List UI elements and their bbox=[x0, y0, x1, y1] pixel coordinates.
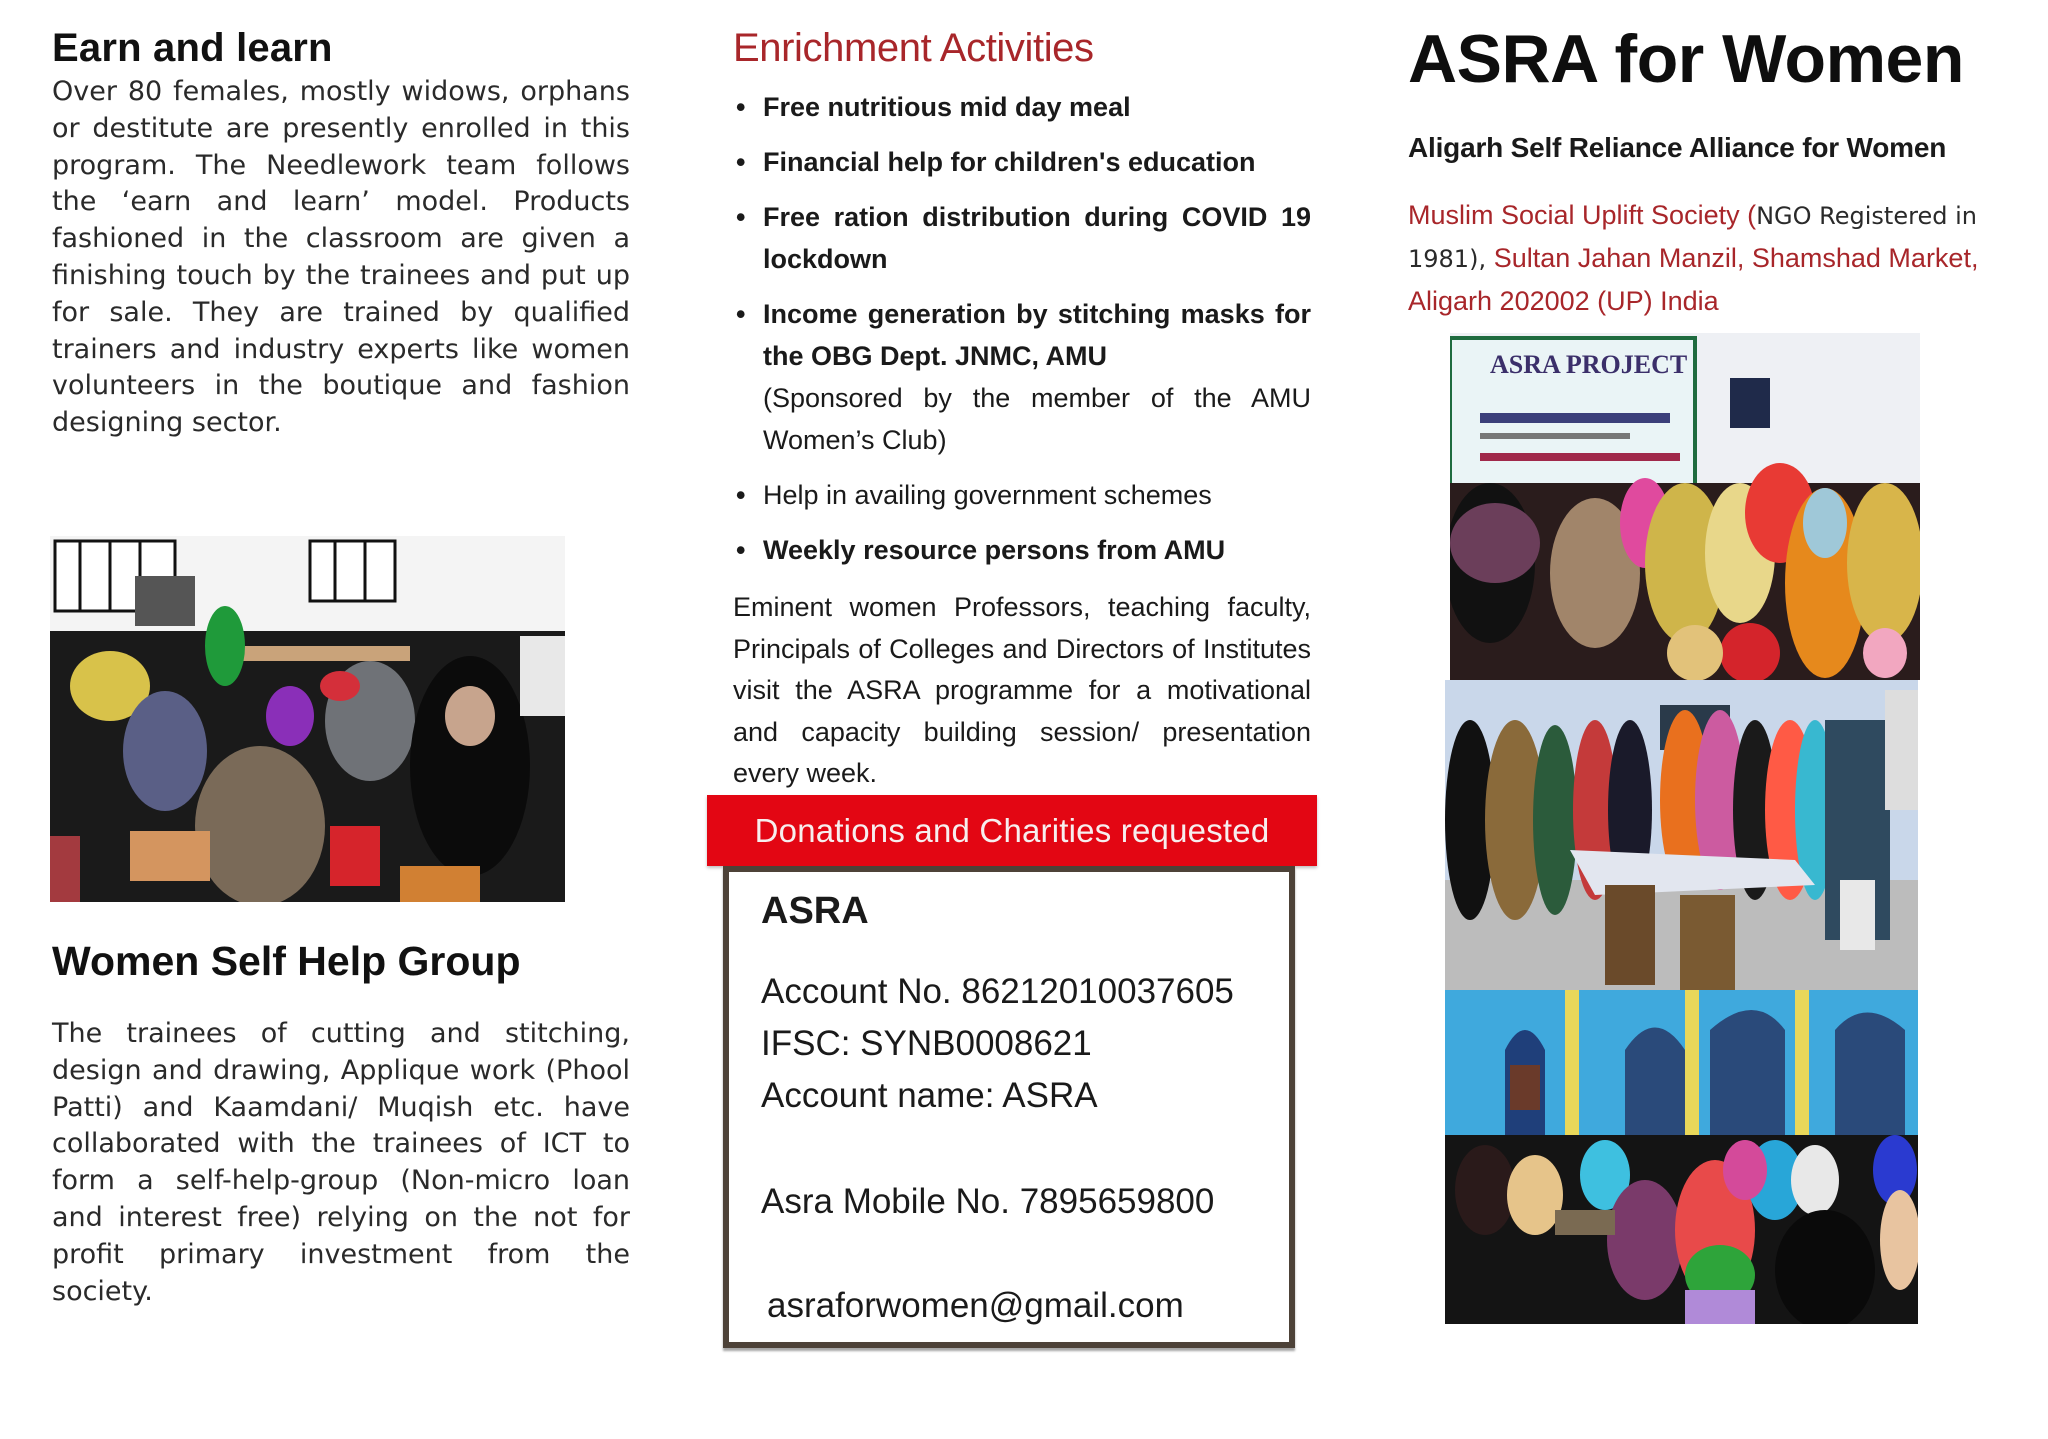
list-item bbox=[733, 529, 1311, 571]
activity-text: Free ration distribution during COVID 19 lockdown bbox=[763, 202, 1311, 274]
activity-text: Help in availing government schemes bbox=[763, 480, 1212, 510]
donation-details-box bbox=[723, 866, 1295, 1348]
list-item bbox=[733, 196, 1311, 280]
donation-org-name: ASRA bbox=[761, 890, 869, 932]
organization-address bbox=[1408, 194, 2008, 322]
activity-subtext: (Sponsored by the member of the AMU Women’s Club) bbox=[763, 383, 1311, 455]
list-item bbox=[733, 86, 1311, 128]
activity-text: Free nutritious mid day meal bbox=[763, 92, 1131, 122]
brochure-subtitle: Aligarh Self Reliance Alliance for Women bbox=[1408, 132, 1947, 163]
bullet-icon: • bbox=[736, 202, 746, 232]
enrichment-activities-list bbox=[733, 86, 1311, 584]
list-item bbox=[733, 293, 1311, 461]
brochure-title: ASRA for Women bbox=[1408, 21, 1964, 97]
earn-and-learn-body: Over 80 females, mostly widows, orphans or destitute are presently enrolled in this program. The Needlework team follows the ‘earn and learn’ model. Products fashioned in the classroom are given a finishing touch by the trainees and put up for sale. They are trained by qualified trainers and industry experts like women volunteers in the boutique and fashion designing sector. bbox=[52, 76, 630, 439]
donations-banner: Donations and Charities requested bbox=[707, 795, 1317, 866]
photo-exhibition-table-icon bbox=[1445, 680, 1918, 990]
org-name: Muslim Social Uplift Society ( bbox=[1408, 200, 1757, 230]
sewing-classroom-photo bbox=[50, 536, 565, 902]
bullet-icon: • bbox=[736, 535, 746, 565]
bullet-icon: • bbox=[736, 147, 746, 177]
self-help-group-heading: Women Self Help Group bbox=[52, 938, 521, 984]
exhibition-table-photo bbox=[1445, 680, 1918, 990]
list-item bbox=[733, 474, 1311, 516]
registration-note: NGO Registered in 1981 bbox=[1408, 202, 1977, 273]
eminent-visitors-body: Eminent women Professors, teaching faculty, Principals of Colleges and Directors of Institutes visit the ASRA programme for a motivational and capacity building session/ presentation every week. bbox=[733, 592, 1311, 788]
self-help-group-body: The trainees of cutting and stitching, design and drawing, Applique work (Phool Patti) and Kaamdani/ Muqish etc. have collaborated with the trainees of ICT to form a self-help-group (Non-micro loan and interest free) relying on the not for profit primary investment from the society. bbox=[52, 1018, 630, 1307]
lecture-hall-photo bbox=[1445, 990, 1918, 1324]
earn-and-learn-heading: Earn and learn bbox=[52, 26, 333, 70]
activity-text: Weekly resource persons from AMU bbox=[763, 535, 1226, 565]
address-separator: ), bbox=[1469, 245, 1494, 273]
enrichment-activities-heading: Enrichment Activities bbox=[733, 26, 1094, 70]
ifsc-code: IFSC: SYNB0008621 bbox=[761, 1024, 1092, 1063]
account-number: Account No. 86212010037605 bbox=[761, 972, 1234, 1011]
bullet-icon: • bbox=[736, 299, 746, 329]
photo-group-banner-icon bbox=[1450, 333, 1920, 680]
photo-banner-text: ASRA PROJECT bbox=[1490, 350, 1688, 379]
activity-text: Income generation by stitching masks for the OBG Dept. JNMC, AMU bbox=[763, 299, 1311, 371]
activity-text: Financial help for children's education bbox=[763, 147, 1256, 177]
group-photo-with-banner bbox=[1450, 333, 1920, 680]
bullet-icon: • bbox=[736, 480, 746, 510]
list-item bbox=[733, 141, 1311, 183]
email-address[interactable]: asraforwomen@gmail.com bbox=[767, 1286, 1184, 1325]
photo-sewing-classroom-icon bbox=[50, 536, 565, 902]
photo-lecture-hall-icon bbox=[1445, 990, 1918, 1324]
street-address: Sultan Jahan Manzil, Shamshad Market, Aligarh 202002 (UP) India bbox=[1408, 243, 1979, 316]
bullet-icon: • bbox=[736, 92, 746, 122]
account-name: Account name: ASRA bbox=[761, 1076, 1098, 1115]
mobile-number: Asra Mobile No. 7895659800 bbox=[761, 1182, 1215, 1221]
